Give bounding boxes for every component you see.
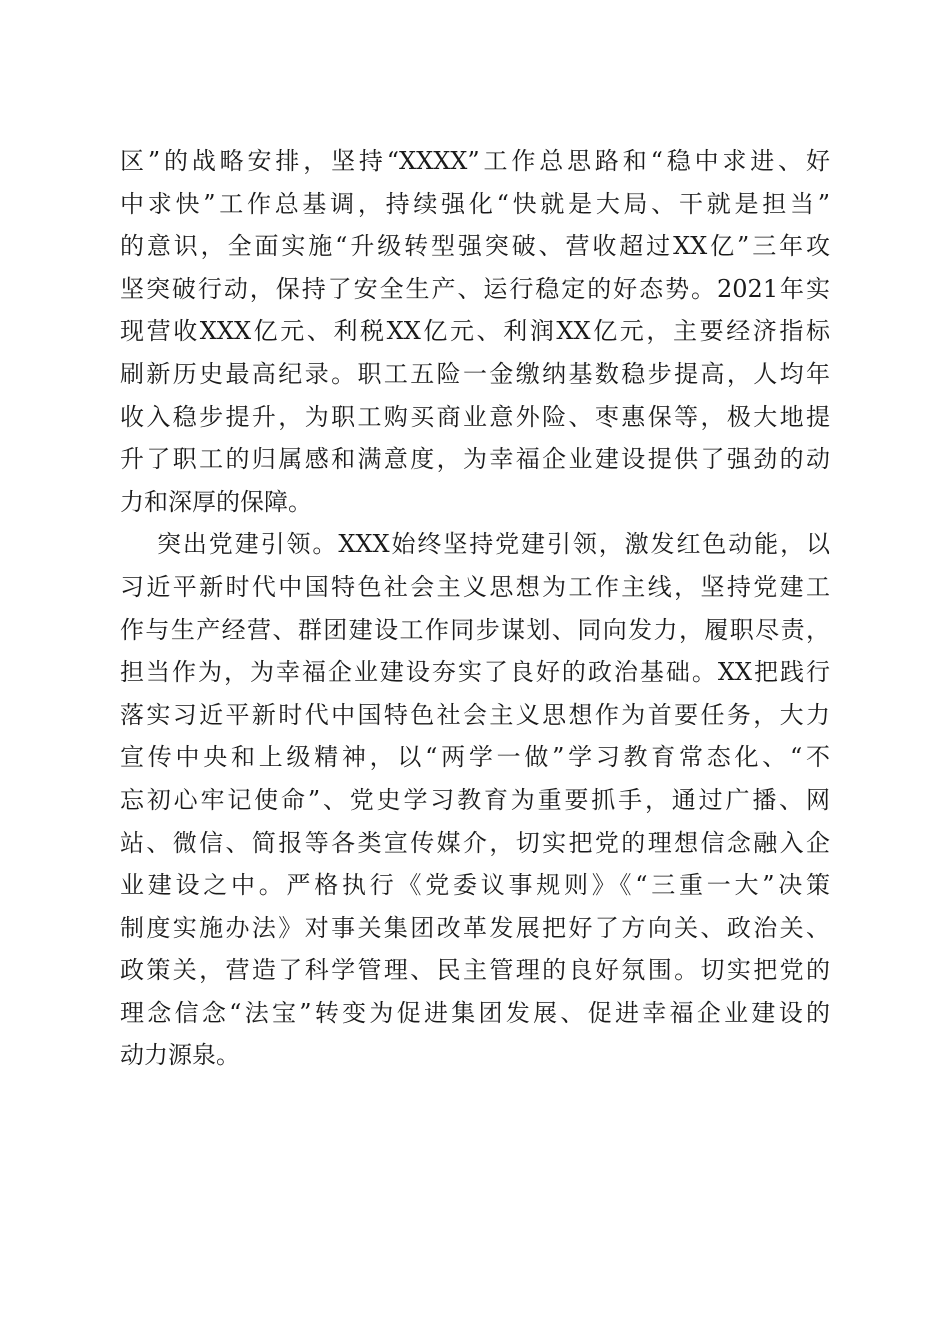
text-line: 政策关，营造了科学管理、民主管理的良好氛围。切实把党的	[120, 956, 830, 985]
paragraph-1	[120, 140, 830, 523]
text-line: 区”的战略安排，坚持“XXXX”工作总思路和“稳中求进、好	[120, 147, 830, 175]
text-line: 担当作为，为幸福企业建设夯实了良好的政治基础。XX把践行	[120, 658, 830, 687]
text-line: 宣传中央和上级精神，以“两学一做”学习教育常态化、“不	[120, 743, 830, 772]
text-line: 忘初心牢记使命”、党史学习教育为重要抓手，通过广播、网	[120, 785, 830, 814]
text-line: 业建设之中。严格执行《党委议事规则》《“三重一大”决策	[120, 871, 830, 900]
text-line: 刷新历史最高纪录。职工五险一金缴纳基数稳步提高，人均年	[120, 359, 830, 388]
document-body	[120, 140, 830, 1077]
text-line: 习近平新时代中国特色社会主义思想为工作主线，坚持党建工	[120, 572, 830, 601]
text-line: 作与生产经营、群团建设工作同步谋划、同向发力，履职尽责，	[120, 615, 830, 644]
text-line: 突出党建引领。XXX始终坚持党建引领，激发红色动能，以	[157, 530, 830, 559]
text-line: 站、微信、简报等各类宣传媒介，切实把党的理想信念融入企	[120, 828, 830, 857]
text-line: 力和深厚的保障。	[120, 487, 312, 516]
text-line: 动力源泉。	[120, 1041, 240, 1070]
text-line: 坚突破行动，保持了安全生产、运行稳定的好态势。2021年实	[120, 274, 830, 303]
text-line: 理念信念“法宝”转变为促进集团发展、促进幸福企业建设的	[120, 998, 830, 1027]
text-line: 中求快”工作总基调，持续强化“快就是大局、干就是担当”	[120, 189, 830, 218]
text-line: 升了职工的归属感和满意度，为幸福企业建设提供了强劲的动	[120, 445, 830, 474]
text-line: 收入稳步提升，为职工购买商业意外险、枣惠保等，极大地提	[120, 402, 830, 431]
text-line: 落实习近平新时代中国特色社会主义思想作为首要任务，大力	[120, 700, 830, 729]
text-line: 制度实施办法》对事关集团改革发展把好了方向关、政治关、	[120, 913, 830, 942]
text-line: 的意识，全面实施“升级转型强突破、营收超过XX亿”三年攻	[120, 232, 830, 261]
text-line: 现营收XXX亿元、利税XX亿元、利润XX亿元，主要经济指标	[120, 317, 830, 346]
paragraph-2	[120, 523, 830, 1077]
